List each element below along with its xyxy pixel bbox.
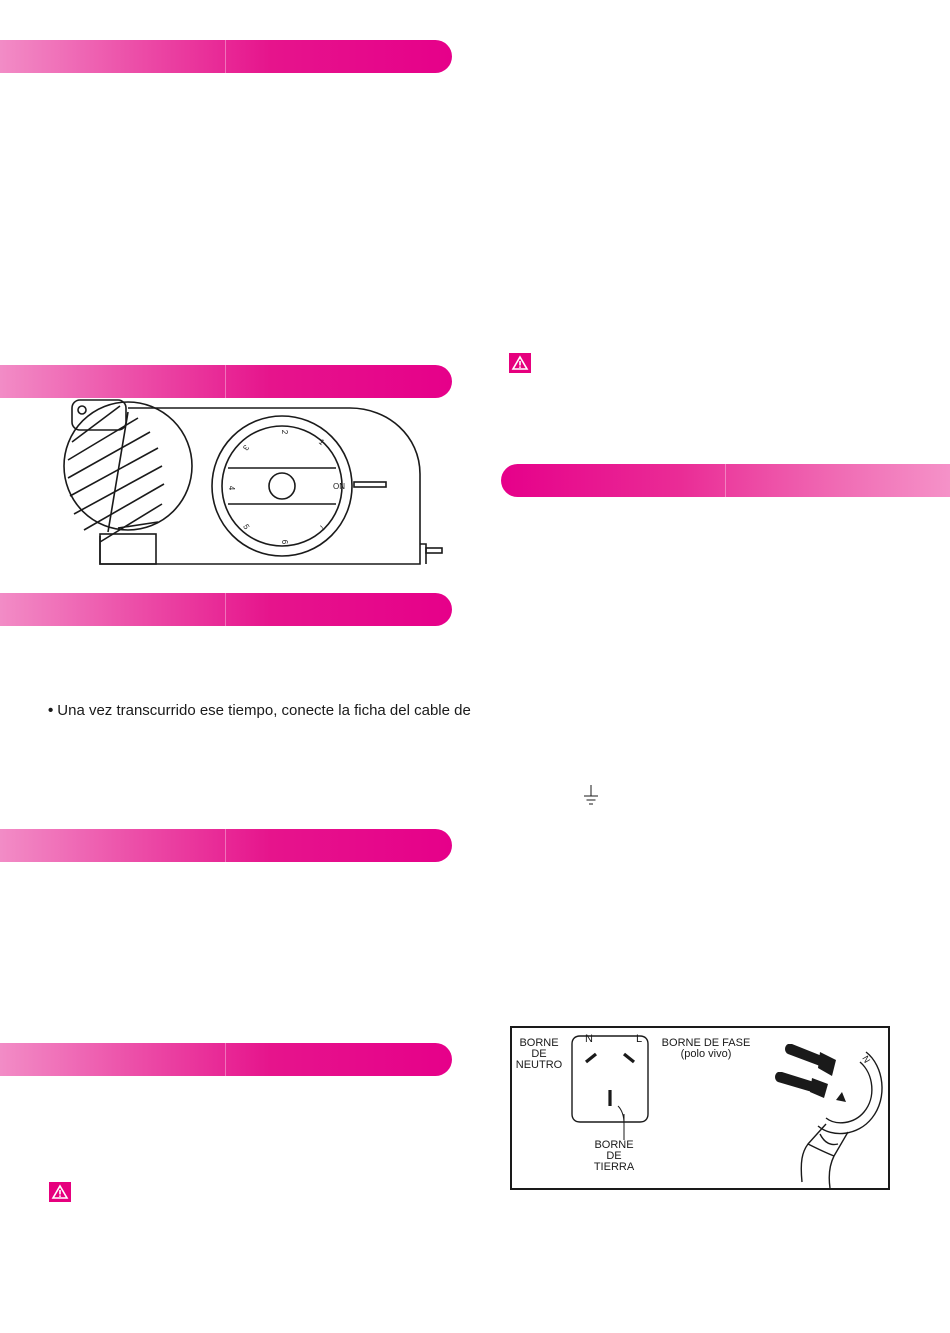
heater-illustration: [58, 396, 444, 572]
dial-number-3: 3: [241, 443, 251, 453]
ground-terminal-label: BORNE DE TIERRA: [593, 1139, 635, 1173]
phase-letter: L: [635, 1033, 643, 1045]
section-header-bar-1: [0, 40, 452, 73]
plug-illustration: [762, 1032, 888, 1188]
section-header-bar-6: [501, 464, 950, 497]
bullet-paragraph: [48, 701, 471, 721]
section-header-bar-5: [0, 1043, 452, 1076]
warning-triangle-icon: [49, 1182, 71, 1202]
dial-number-1: 1: [317, 437, 327, 447]
dial-number-5: 5: [241, 522, 252, 531]
phase-terminal-label: BORNE DE FASE: [661, 1037, 751, 1049]
section-header-bar-2: [0, 365, 452, 398]
dial-number-6: 6: [280, 539, 289, 545]
dial-number-4: 4: [227, 485, 236, 491]
dial-number-2: 2: [280, 429, 289, 435]
dial-number-7: 7: [317, 523, 328, 532]
ground-leader-line: [620, 1114, 640, 1140]
neutral-terminal-label: BORNE DE NEUTRO: [515, 1037, 563, 1071]
bullet-dot: •: [48, 702, 54, 719]
warning-triangle-icon: [509, 353, 531, 373]
plug-diagram: [510, 1026, 890, 1190]
bullet-text: Una vez transcurrido ese tiempo, conecte la ficha del cable de: [57, 702, 471, 719]
socket-outline: [570, 1032, 650, 1124]
neutral-letter: N: [585, 1033, 593, 1045]
ground-symbol-icon: [582, 784, 600, 808]
phase-sub-label: (polo vivo): [680, 1048, 732, 1060]
section-header-bar-3: [0, 593, 452, 626]
section-header-bar-4: [0, 829, 452, 862]
dial-on-label: ON: [333, 482, 345, 491]
plug-n-mark: N: [860, 1054, 873, 1065]
